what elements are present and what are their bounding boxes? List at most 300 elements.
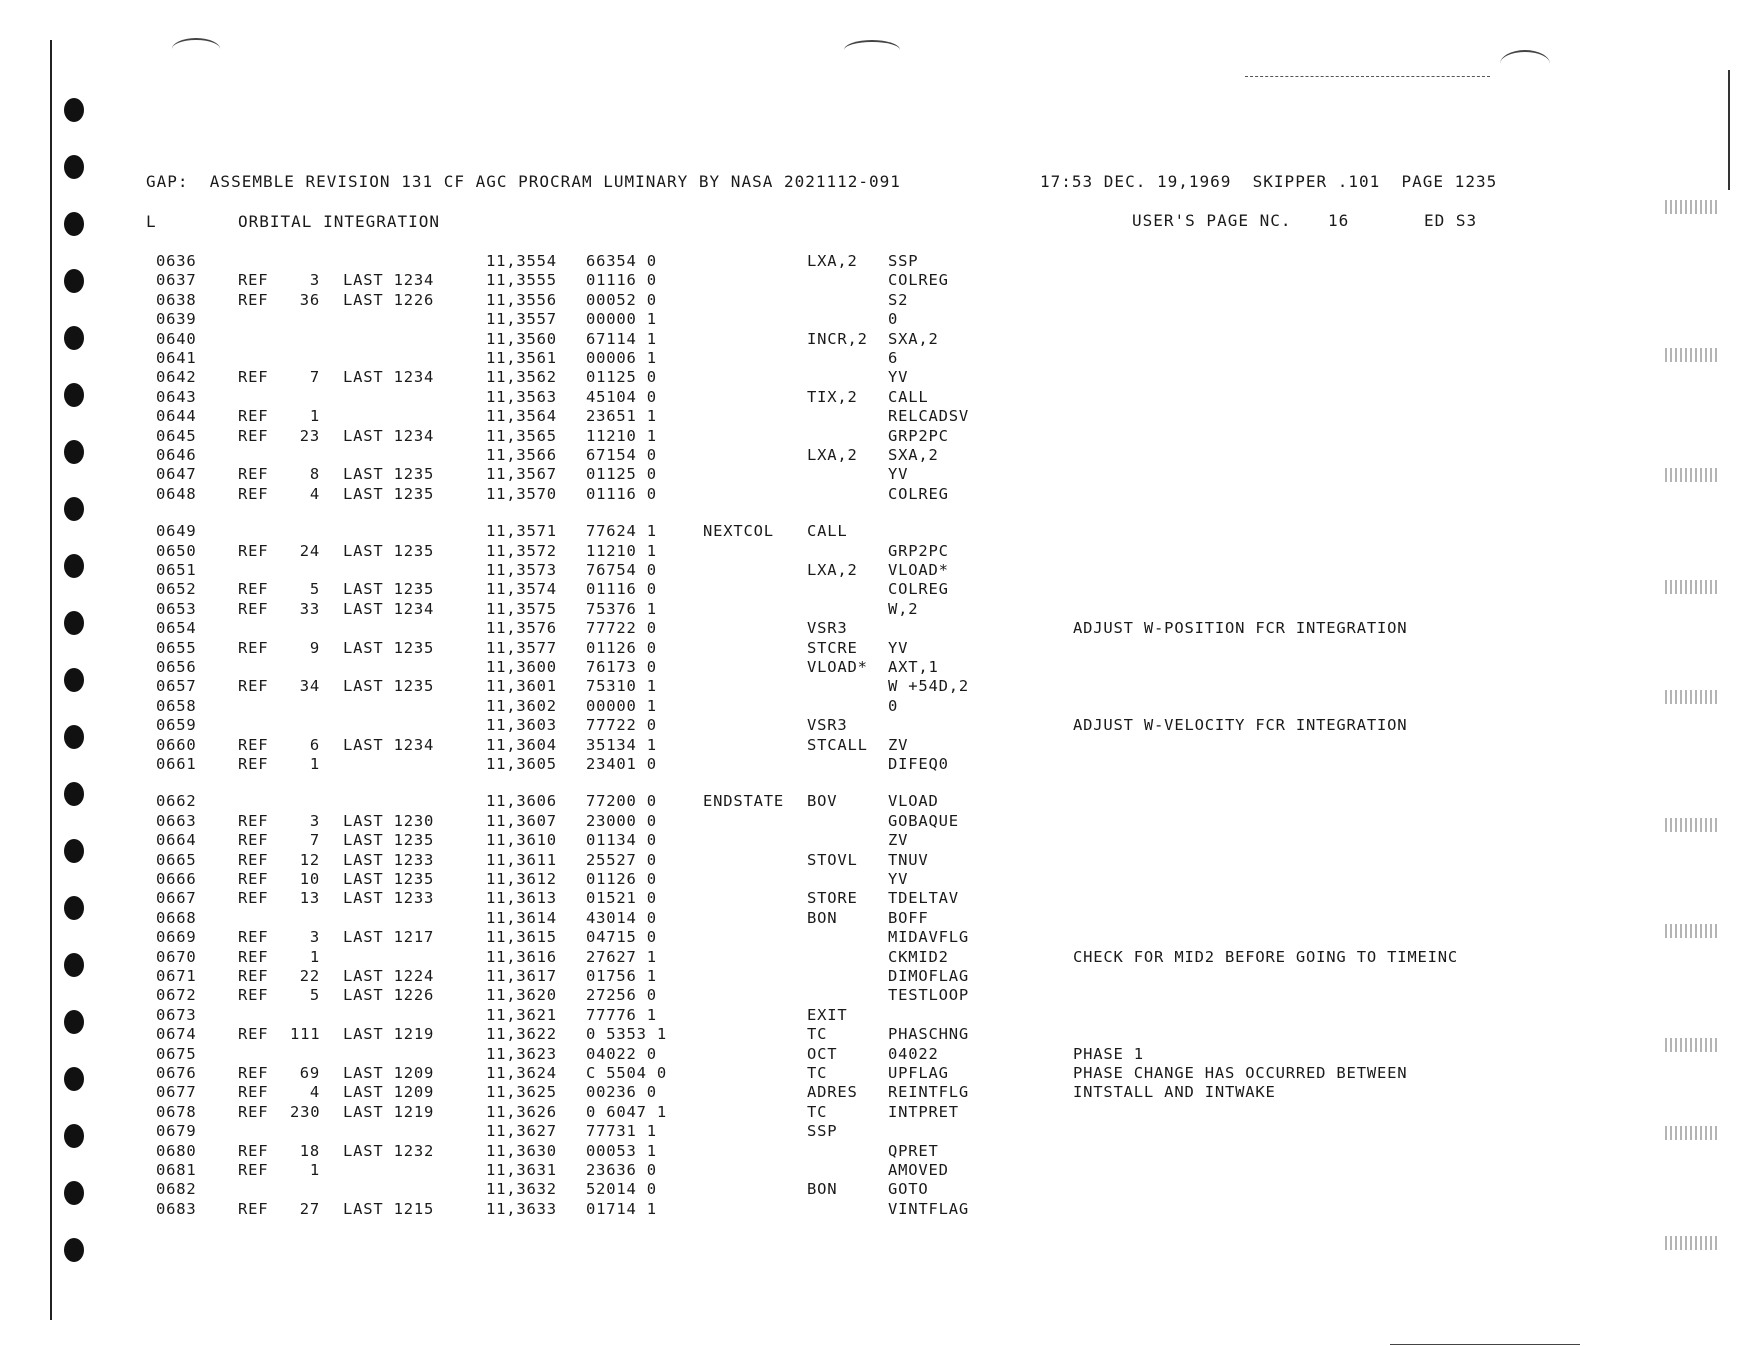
address: 11,3567 (486, 465, 557, 484)
paper-right-edge (1728, 70, 1730, 190)
operand: QPRET (888, 1141, 939, 1160)
operand: GOTO (888, 1180, 929, 1199)
feed-hole (64, 1124, 84, 1148)
line-number: 0666 (156, 870, 197, 888)
operand: COLREG (888, 580, 949, 599)
feed-hole (64, 839, 84, 863)
address: 11,3626 (486, 1102, 557, 1121)
operand: RELCADSV (888, 407, 970, 426)
octal-word: 77722 0 (586, 716, 657, 735)
octal-word: 66354 0 (586, 252, 657, 270)
octal-word: C 5504 0 (586, 1064, 668, 1082)
scan-artifact-noise (1665, 200, 1720, 214)
octal-word: 01125 0 (586, 368, 657, 387)
address: 11,3632 (486, 1180, 557, 1199)
comment: CHECK FOR MID2 BEFORE GOING TO TIMEINC (1073, 947, 1459, 966)
scan-artifact-noise (1665, 580, 1720, 594)
ref-label: REF (238, 986, 269, 1005)
opcode: STCRE (807, 638, 858, 657)
operand: COLREG (888, 271, 949, 290)
opcode: VSR3 (807, 716, 848, 735)
last-page: LAST 1234 (343, 599, 435, 618)
address: 11,3620 (486, 986, 557, 1005)
operand: GRP2PC (888, 426, 949, 445)
octal-word: 23401 0 (586, 755, 657, 773)
last-page: LAST 1226 (343, 290, 435, 309)
line-number: 0673 (156, 1005, 197, 1024)
opcode: ADRES (807, 1083, 858, 1102)
scan-artifact-noise (1665, 818, 1720, 832)
octal-word: 0 5353 1 (586, 1025, 668, 1044)
ref-label: REF (238, 1141, 269, 1160)
octal-word: 23651 1 (586, 407, 657, 426)
feed-hole (64, 611, 84, 635)
opcode: BOV (807, 792, 838, 811)
address: 11,3600 (486, 658, 557, 676)
operand: CALL (888, 387, 929, 406)
address: 11,3617 (486, 967, 557, 985)
line-number: 0675 (156, 1044, 197, 1063)
ref-label: REF (238, 638, 269, 657)
line-number: 0639 (156, 310, 197, 329)
operand: UPFLAG (888, 1064, 949, 1082)
address: 11,3605 (486, 755, 557, 773)
line-number: 0676 (156, 1064, 197, 1082)
feed-hole (64, 1238, 84, 1262)
last-page: LAST 1234 (343, 271, 435, 290)
scan-artifact-arc (172, 38, 220, 60)
opcode: BON (807, 908, 838, 927)
ref-label: REF (238, 1102, 269, 1121)
opcode: OCT (807, 1044, 838, 1063)
address: 11,3566 (486, 446, 557, 464)
address: 11,3570 (486, 484, 557, 503)
last-page: LAST 1219 (343, 1025, 435, 1044)
symbol-label: NEXTCOL (703, 522, 774, 541)
line-number: 0652 (156, 580, 197, 599)
octal-word: 77776 1 (586, 1005, 657, 1024)
octal-word: 35134 1 (586, 735, 657, 754)
line-number: 0649 (156, 522, 197, 541)
address: 11,3621 (486, 1005, 557, 1024)
address: 11,3607 (486, 811, 557, 830)
last-page: LAST 1233 (343, 889, 435, 908)
ref-label: REF (238, 677, 269, 696)
address: 11,3604 (486, 735, 557, 754)
operand: VLOAD* (888, 561, 949, 579)
address: 11,3574 (486, 580, 557, 599)
feed-hole (64, 1010, 84, 1034)
octal-word: 01126 0 (586, 870, 657, 888)
address: 11,3557 (486, 310, 557, 329)
line-number: 0679 (156, 1122, 197, 1141)
operand: TESTLOOP (888, 986, 970, 1005)
operand: SXA,2 (888, 446, 939, 464)
octal-word: 11210 1 (586, 541, 657, 560)
address: 11,3601 (486, 677, 557, 696)
line-number: 0655 (156, 638, 197, 657)
address: 11,3610 (486, 831, 557, 850)
operand: PHASCHNG (888, 1025, 970, 1044)
operand: YV (888, 465, 909, 484)
line-number: 0665 (156, 850, 197, 869)
octal-word: 01125 0 (586, 465, 657, 484)
address: 11,3555 (486, 271, 557, 290)
address: 11,3613 (486, 889, 557, 908)
feed-hole (64, 953, 84, 977)
opcode: INCR,2 (807, 329, 868, 348)
address: 11,3561 (486, 349, 557, 367)
scan-artifact-noise (1665, 1038, 1720, 1052)
ref-count: 36 (299, 290, 320, 309)
ref-label: REF (238, 1199, 269, 1218)
octal-word: 77200 0 (586, 792, 657, 811)
line-number: 0663 (156, 811, 197, 830)
octal-word: 25527 0 (586, 850, 657, 869)
ref-count: 7 (309, 368, 320, 387)
line-number: 0661 (156, 755, 197, 773)
feed-hole (64, 896, 84, 920)
last-page: LAST 1226 (343, 986, 435, 1005)
line-number: 0668 (156, 908, 197, 927)
address: 11,3602 (486, 696, 557, 715)
opcode: TIX,2 (807, 387, 858, 406)
line-number: 0681 (156, 1161, 197, 1179)
opcode: EXIT (807, 1005, 848, 1024)
ref-label: REF (238, 1161, 269, 1179)
ref-count: 12 (299, 850, 320, 869)
opcode: TC (807, 1102, 828, 1121)
feed-hole (64, 212, 84, 236)
line-number: 0682 (156, 1180, 197, 1199)
operand: 0 (888, 696, 899, 715)
line-number: 0641 (156, 349, 197, 367)
line-number: 0672 (156, 986, 197, 1005)
ref-count: 34 (299, 677, 320, 696)
address: 11,3622 (486, 1025, 557, 1044)
line-number: 0644 (156, 407, 197, 426)
ref-count: 1 (309, 407, 320, 426)
scan-artifact-noise (1665, 1236, 1720, 1250)
operand: W +54D,2 (888, 677, 970, 696)
opcode: STCALL (807, 735, 868, 754)
feed-hole (64, 98, 84, 122)
octal-word: 75376 1 (586, 599, 657, 618)
last-page: LAST 1234 (343, 368, 435, 387)
octal-word: 0 6047 1 (586, 1102, 668, 1121)
line-number: 0658 (156, 696, 197, 715)
feed-hole (64, 725, 84, 749)
scan-artifact-arc (844, 40, 900, 60)
ref-count: 4 (309, 1083, 320, 1102)
octal-word: 04715 0 (586, 928, 657, 947)
ref-count: 1 (309, 755, 320, 773)
operand: 04022 (888, 1044, 939, 1063)
ref-label: REF (238, 426, 269, 445)
opcode: CALL (807, 522, 848, 541)
ref-count: 6 (309, 735, 320, 754)
ref-label: REF (238, 599, 269, 618)
octal-word: 01134 0 (586, 831, 657, 850)
feed-hole (64, 326, 84, 350)
operand: W,2 (888, 599, 919, 618)
octal-word: 00006 1 (586, 349, 657, 367)
scan-artifact-noise (1665, 1126, 1720, 1140)
user-page-label: USER'S PAGE NC. (1132, 211, 1292, 230)
ref-count: 5 (309, 580, 320, 599)
octal-word: 01116 0 (586, 484, 657, 503)
comment: PHASE 1 (1073, 1044, 1144, 1063)
opcode: LXA,2 (807, 446, 858, 464)
scan-artifact-rule (1390, 1344, 1580, 1345)
feed-hole (64, 497, 84, 521)
ref-count: 24 (299, 541, 320, 560)
last-page: LAST 1235 (343, 580, 435, 599)
ref-count: 8 (309, 465, 320, 484)
line-number: 0670 (156, 947, 197, 966)
ref-count: 27 (299, 1199, 320, 1218)
octal-word: 23000 0 (586, 811, 657, 830)
operand: TDELTAV (888, 889, 959, 908)
operand: YV (888, 368, 909, 387)
operand: SSP (888, 252, 919, 270)
line-number: 0636 (156, 252, 197, 270)
ref-count: 7 (309, 831, 320, 850)
last-page: LAST 1235 (343, 541, 435, 560)
line-number: 0680 (156, 1141, 197, 1160)
address: 11,3577 (486, 638, 557, 657)
last-page: LAST 1235 (343, 831, 435, 850)
operand: YV (888, 638, 909, 657)
line-number: 0653 (156, 599, 197, 618)
address: 11,3565 (486, 426, 557, 445)
octal-word: 01756 1 (586, 967, 657, 985)
ref-count: 13 (299, 889, 320, 908)
opcode: VSR3 (807, 619, 848, 638)
edition-label: ED S3 (1424, 211, 1478, 230)
feed-hole (64, 155, 84, 179)
operand: REINTFLG (888, 1083, 970, 1102)
line-number: 0660 (156, 735, 197, 754)
line-number: 0667 (156, 889, 197, 908)
octal-word: 76173 0 (586, 658, 657, 676)
ref-label: REF (238, 870, 269, 888)
last-page: LAST 1232 (343, 1141, 435, 1160)
ref-count: 4 (309, 484, 320, 503)
line-number: 0638 (156, 290, 197, 309)
octal-word: 01116 0 (586, 580, 657, 599)
address: 11,3623 (486, 1044, 557, 1063)
last-page: LAST 1234 (343, 426, 435, 445)
operand: YV (888, 870, 909, 888)
ref-count: 5 (309, 986, 320, 1005)
ref-count: 23 (299, 426, 320, 445)
ref-label: REF (238, 947, 269, 966)
ref-count: 22 (299, 967, 320, 985)
line-number: 0656 (156, 658, 197, 676)
ref-label: REF (238, 290, 269, 309)
line-number: 0654 (156, 619, 197, 638)
operand: SXA,2 (888, 329, 939, 348)
scan-artifact-noise (1665, 348, 1720, 362)
octal-word: 04022 0 (586, 1044, 657, 1063)
ref-count: 18 (299, 1141, 320, 1160)
octal-word: 00236 0 (586, 1083, 657, 1102)
line-number: 0646 (156, 446, 197, 464)
operand: ZV (888, 735, 909, 754)
ref-label: REF (238, 271, 269, 290)
assembly-header: GAP: ASSEMBLE REVISION 131 CF AGC PROCRAM LUMINARY BY NASA 2021112-091 (146, 172, 901, 191)
section-title: ORBITAL INTEGRATION (238, 212, 441, 231)
section-mark: L (146, 212, 157, 231)
operand: TNUV (888, 850, 929, 869)
address: 11,3560 (486, 329, 557, 348)
ref-label: REF (238, 850, 269, 869)
address: 11,3630 (486, 1141, 557, 1160)
last-page: LAST 1235 (343, 638, 435, 657)
line-number: 0674 (156, 1025, 197, 1044)
last-page: LAST 1224 (343, 967, 435, 985)
octal-word: 00000 1 (586, 310, 657, 329)
ref-count: 3 (309, 928, 320, 947)
opcode: STORE (807, 889, 858, 908)
operand: INTPRET (888, 1102, 959, 1121)
operand: DIMOFLAG (888, 967, 970, 985)
feed-hole (64, 668, 84, 692)
octal-word: 01714 1 (586, 1199, 657, 1218)
last-page: LAST 1233 (343, 850, 435, 869)
ref-label: REF (238, 484, 269, 503)
line-number: 0662 (156, 792, 197, 811)
line-number: 0643 (156, 387, 197, 406)
feed-hole (64, 269, 84, 293)
line-number: 0677 (156, 1083, 197, 1102)
operand: ZV (888, 831, 909, 850)
last-page: LAST 1209 (343, 1064, 435, 1082)
last-page: LAST 1235 (343, 870, 435, 888)
octal-word: 77722 0 (586, 619, 657, 638)
ref-label: REF (238, 755, 269, 773)
operand: MIDAVFLG (888, 928, 970, 947)
operand: AXT,1 (888, 658, 939, 676)
address: 11,3606 (486, 792, 557, 811)
last-page: LAST 1219 (343, 1102, 435, 1121)
operand: COLREG (888, 484, 949, 503)
line-number: 0678 (156, 1102, 197, 1121)
feed-hole (64, 554, 84, 578)
address: 11,3571 (486, 522, 557, 541)
ref-count: 3 (309, 811, 320, 830)
operand: GRP2PC (888, 541, 949, 560)
address: 11,3562 (486, 368, 557, 387)
symbol-label: ENDSTATE (703, 792, 785, 811)
octal-word: 01126 0 (586, 638, 657, 657)
scan-artifact-arc (1500, 50, 1550, 78)
ref-label: REF (238, 465, 269, 484)
opcode: STOVL (807, 850, 858, 869)
operand: AMOVED (888, 1161, 949, 1179)
ref-label: REF (238, 831, 269, 850)
octal-word: 23636 0 (586, 1161, 657, 1179)
comment: ADJUST W-POSITION FCR INTEGRATION (1073, 619, 1408, 638)
comment: INTSTALL AND INTWAKE (1073, 1083, 1276, 1102)
ref-count: 3 (309, 271, 320, 290)
octal-word: 00053 1 (586, 1141, 657, 1160)
operand: VINTFLAG (888, 1199, 970, 1218)
last-page: LAST 1209 (343, 1083, 435, 1102)
address: 11,3627 (486, 1122, 557, 1141)
scan-artifact-noise (1665, 924, 1720, 938)
address: 11,3616 (486, 947, 557, 966)
run-date-page: 17:53 DEC. 19,1969 SKIPPER .101 PAGE 1235 (1040, 172, 1498, 191)
operand: CKMID2 (888, 947, 949, 966)
line-number: 0671 (156, 967, 197, 985)
last-page: LAST 1235 (343, 484, 435, 503)
address: 11,3575 (486, 599, 557, 618)
ref-count: 10 (299, 870, 320, 888)
address: 11,3611 (486, 850, 557, 869)
address: 11,3624 (486, 1064, 557, 1082)
line-number: 0650 (156, 541, 197, 560)
ref-label: REF (238, 967, 269, 985)
feed-hole (64, 782, 84, 806)
octal-word: 76754 0 (586, 561, 657, 579)
scan-artifact-dash (1245, 76, 1490, 77)
ref-count: 1 (309, 947, 320, 966)
ref-label: REF (238, 1025, 269, 1044)
opcode: TC (807, 1025, 828, 1044)
octal-word: 43014 0 (586, 908, 657, 927)
ref-label: REF (238, 811, 269, 830)
last-page: LAST 1230 (343, 811, 435, 830)
line-number: 0647 (156, 465, 197, 484)
line-number: 0651 (156, 561, 197, 579)
address: 11,3625 (486, 1083, 557, 1102)
octal-word: 67154 0 (586, 446, 657, 464)
opcode: SSP (807, 1122, 838, 1141)
address: 11,3615 (486, 928, 557, 947)
line-number: 0642 (156, 368, 197, 387)
operand: BOFF (888, 908, 929, 927)
octal-word: 52014 0 (586, 1180, 657, 1199)
opcode: VLOAD* (807, 658, 868, 676)
line-number: 0657 (156, 677, 197, 696)
line-number: 0648 (156, 484, 197, 503)
last-page: LAST 1215 (343, 1199, 435, 1218)
address: 11,3573 (486, 561, 557, 579)
octal-word: 01116 0 (586, 271, 657, 290)
opcode: BON (807, 1180, 838, 1199)
paper-left-edge (50, 40, 52, 1320)
ref-count: 1 (309, 1161, 320, 1179)
ref-count: 9 (309, 638, 320, 657)
octal-word: 01521 0 (586, 889, 657, 908)
address: 11,3576 (486, 619, 557, 638)
opcode: LXA,2 (807, 252, 858, 270)
octal-word: 77731 1 (586, 1122, 657, 1141)
ref-label: REF (238, 541, 269, 560)
ref-label: REF (238, 928, 269, 947)
octal-word: 27627 1 (586, 947, 657, 966)
feed-hole (64, 1067, 84, 1091)
address: 11,3554 (486, 252, 557, 270)
line-number: 0659 (156, 716, 197, 735)
address: 11,3612 (486, 870, 557, 888)
opcode: TC (807, 1064, 828, 1082)
comment: PHASE CHANGE HAS OCCURRED BETWEEN (1073, 1064, 1408, 1082)
octal-word: 00000 1 (586, 696, 657, 715)
feed-hole (64, 383, 84, 407)
